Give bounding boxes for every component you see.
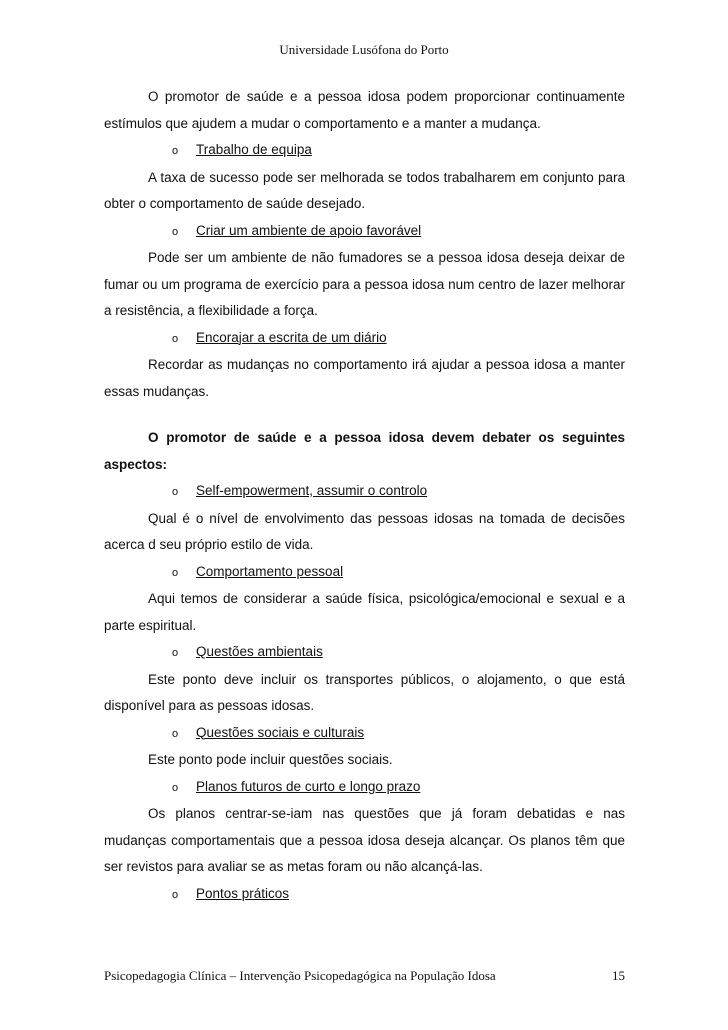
- paragraph: Aqui temos de considerar a saúde física, psicológica/emocional e sexual e a parte espiritual.: [104, 591, 625, 633]
- paragraph: Pode ser um ambiente de não fumadores se a pessoa idosa deseja deixar de fumar ou um programa de exercício para a pessoa idosa num centro de lazer melhorar a resistência, a flexibilidade a força.: [104, 250, 625, 318]
- spacer: [104, 405, 625, 425]
- paragraph: Este ponto pode incluir questões sociais.: [148, 752, 393, 767]
- bullet-marker: o: [172, 647, 179, 659]
- list-item-heading: Trabalho de equipa: [196, 142, 312, 157]
- list-item-heading: Encorajar a escrita de um diário: [196, 329, 387, 345]
- paragraph: A taxa de sucesso pode ser melhorada se todos trabalharem em conjunto para obter o comportamento de saúde desejado.: [104, 169, 625, 211]
- list-item-heading: Comportamento pessoal: [196, 563, 344, 579]
- footer-title: Psicopedagogia Clínica – Intervenção Psicopedagógica na População Idosa: [104, 968, 496, 983]
- bullet-marker: o: [172, 888, 179, 901]
- paragraph: Recordar as mudanças no comportamento irá ajudar a pessoa idosa a manter essas mudanças.: [104, 357, 625, 399]
- list-item: [104, 774, 625, 802]
- paragraph: Qual é o nível de envolvimento das pessoas idosas na tomada de decisões acerca d seu próprio estilo de vida.: [104, 510, 625, 552]
- bullet-marker: o: [172, 486, 179, 498]
- paragraph: O promotor de saúde e a pessoa idosa podem proporcionar continuamente estímulos que ajudem a mudar o comportamento e a manter a mudança.: [104, 89, 625, 131]
- list-item-heading: Planos futuros de curto e longo prazo: [196, 778, 421, 794]
- list-item-heading: Pontos práticos: [196, 885, 290, 901]
- document-body: [104, 84, 625, 908]
- bullet-marker: o: [172, 332, 179, 345]
- page-header: Universidade Lusófona do Porto: [279, 42, 449, 57]
- list-item-heading: Criar um ambiente de apoio favorável: [196, 222, 422, 238]
- bullet-marker: o: [172, 566, 179, 579]
- bullet-marker: o: [172, 727, 179, 740]
- bullet-marker: o: [172, 781, 179, 794]
- list-item-heading: Questões sociais e culturais: [196, 724, 365, 740]
- section-heading-paragraph: O promotor de saúde e a pessoa idosa devem debater os seguintes aspectos:: [104, 430, 625, 472]
- list-item: [104, 218, 625, 246]
- list-item: [104, 137, 625, 165]
- paragraph: Este ponto deve incluir os transportes públicos, o alojamento, o que está disponível para as pessoas idosas.: [104, 671, 625, 713]
- list-item: [104, 559, 625, 587]
- list-item: [104, 881, 625, 909]
- bullet-marker: o: [172, 225, 179, 238]
- list-item: [104, 325, 625, 353]
- list-item-heading: Questões ambientais: [196, 644, 323, 659]
- list-item: [104, 720, 625, 748]
- list-item: [104, 478, 625, 506]
- bullet-marker: o: [172, 145, 179, 157]
- list-item: [104, 639, 625, 667]
- list-item-heading: Self-empowerment, assumir o controlo: [196, 483, 428, 498]
- paragraph: Os planos centrar-se-iam nas questões que já foram debatidas e nas mudanças comportamentais que a pessoa idosa deseja alcançar. Os planos têm que ser revistos para avaliar se as metas foram ou não alcançá-las.: [104, 806, 625, 874]
- page-footer: [104, 968, 625, 984]
- page-number: 15: [612, 968, 625, 983]
